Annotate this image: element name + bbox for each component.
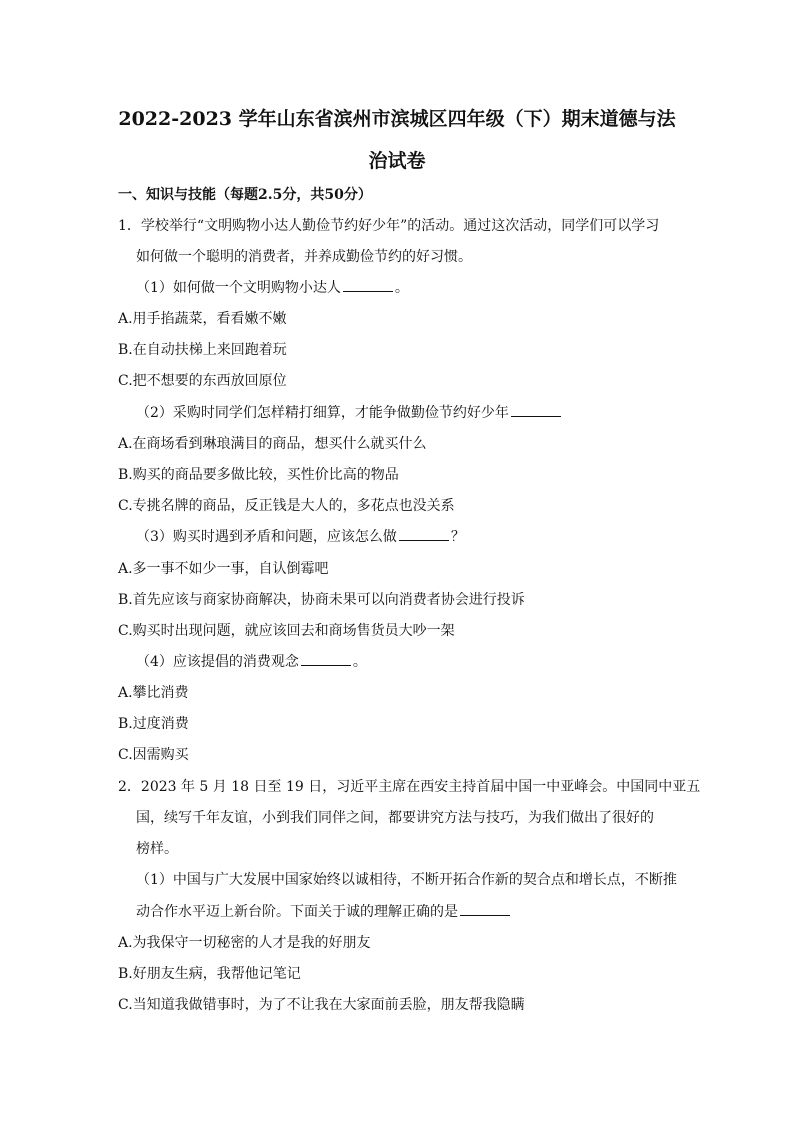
question-2-stem-cont: 国，续写千年友谊，小到我们同伴之间，都要讲究方法与技巧，为我们做出了很好的: [136, 810, 654, 826]
option-c: C.把不想要的东西放回原位: [118, 373, 287, 389]
option-a: A.为我保守一切秘密的人才是我的好朋友: [118, 935, 371, 951]
exam-title-line2: 治试卷: [368, 150, 426, 172]
sub-question-end: ？: [450, 529, 465, 545]
option-a: A.用手掐蔬菜，看看嫩不嫩: [118, 311, 287, 327]
option-c: C.当知道我做错事时，为了不让我在大家面前丢脸，朋友帮我隐瞒: [118, 997, 525, 1013]
option-a: A.多一事不如少一事，自认倒霉吧: [118, 561, 329, 577]
question-1-stem: 1．学校举行“文明购物小达人勤俭节约好少年”的活动。通过这次活动，同学们可以学习: [118, 218, 660, 234]
sub-question-text: （4）应该提倡的消费观念: [136, 654, 299, 670]
option-b: B.好朋友生病，我帮他记笔记: [118, 966, 301, 982]
section-heading: 一、知识与技能（每题2.5分，共50分）: [118, 187, 372, 203]
sub-question-text: （2）采购时同学们怎样精打细算，才能争做勤俭节约好少年: [136, 405, 509, 421]
answer-blank[interactable]: [343, 278, 393, 292]
question-2-stem: 2．2023 年 5 月 18 日至 19 日，习近平主席在西安主持首届中国一中亚峰会。中国同中亚五: [118, 779, 701, 795]
option-a: A.攀比消费: [118, 685, 189, 701]
option-a: A.在商场看到琳琅满目的商品，想买什么就买什么: [118, 436, 427, 452]
sub-question-end: 。: [394, 280, 409, 296]
sub-question-1-4: [136, 652, 367, 672]
sub-question-1-2: [136, 403, 563, 423]
option-c: C.因需购买: [118, 747, 189, 763]
answer-blank[interactable]: [399, 527, 449, 541]
answer-blank[interactable]: [301, 652, 351, 666]
sub-question-text: （3）购买时遇到矛盾和问题，应该怎么做: [136, 529, 397, 545]
question-1-stem-cont: 如何做一个聪明的消费者，并养成勤俭节约的好习惯。: [136, 249, 472, 265]
sub-question-2-1: （1）中国与广大发展中国家始终以诚相待，不断开拓合作新的契合点和增长点，不断推: [136, 872, 677, 888]
sub-question-end: 。: [352, 654, 367, 670]
sub-question-1-3: [136, 527, 465, 547]
exam-title-line1: 2022-2023 学年山东省滨州市滨城区四年级（下）期末道德与法: [118, 108, 676, 130]
option-c: C.购买时出现问题，就应该回去和商场售货员大吵一架: [118, 623, 455, 639]
answer-blank[interactable]: [460, 902, 510, 916]
question-2-stem-cont: 榜样。: [136, 841, 178, 857]
sub-question-2-1-cont: [136, 902, 512, 922]
option-b: B.过度消费: [118, 716, 189, 732]
option-b: B.在自动扶梯上来回跑着玩: [118, 342, 287, 358]
option-c: C.专挑名牌的商品，反正钱是大人的，多花点也没关系: [118, 498, 455, 514]
sub-question-text: （1）如何做一个文明购物小达人: [136, 280, 341, 296]
answer-blank[interactable]: [511, 403, 561, 417]
option-b: B.购买的商品要多做比较，买性价比高的物品: [118, 467, 399, 483]
option-b: B.首先应该与商家协商解决，协商未果可以向消费者协会进行投诉: [118, 592, 525, 608]
sub-question-1-1: [136, 278, 409, 298]
sub-question-text: 动合作水平迈上新台阶。下面关于诚的理解正确的是: [136, 904, 458, 920]
